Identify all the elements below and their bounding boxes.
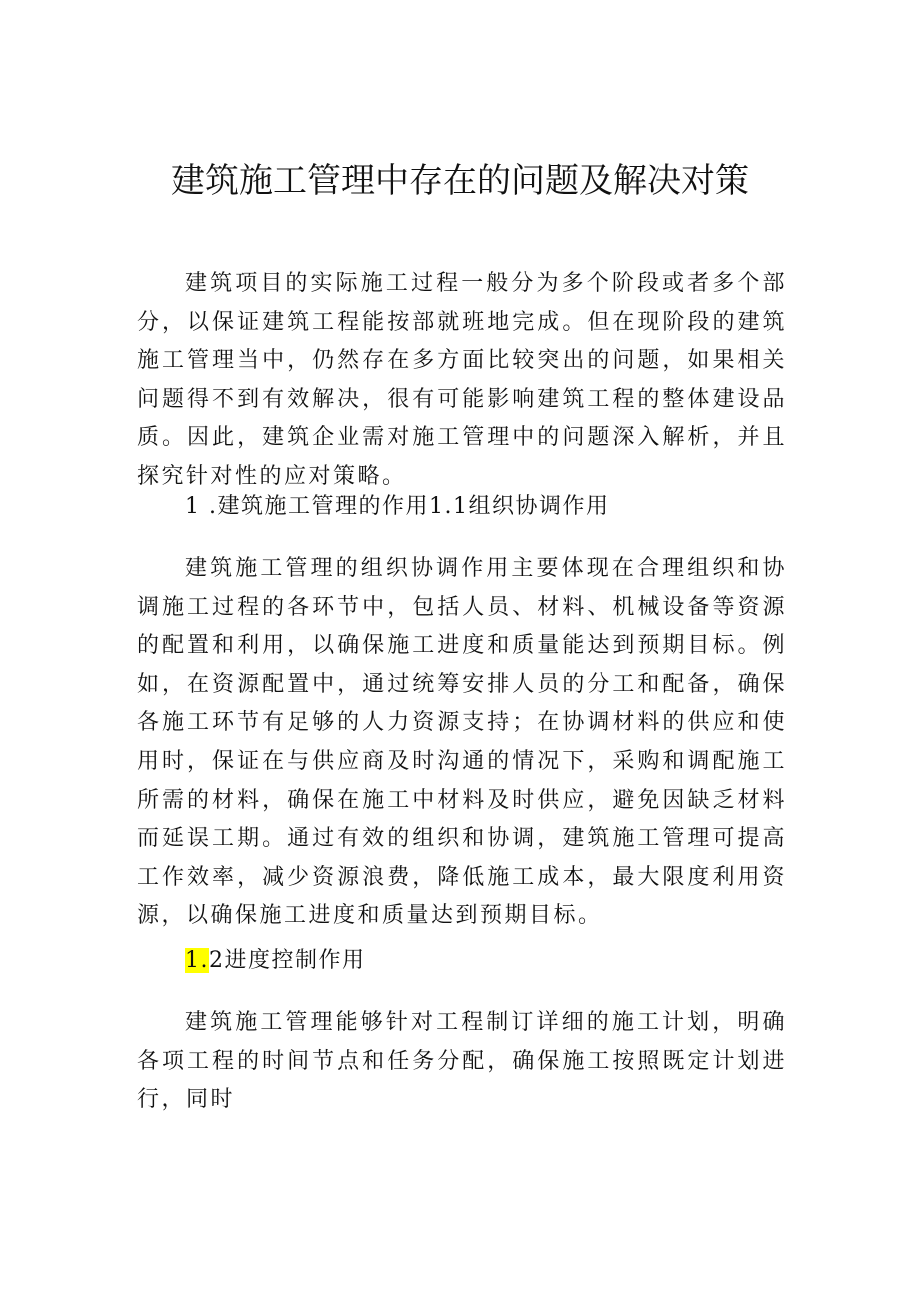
- paragraph-intro: 建筑项目的实际施工过程一般分为多个阶段或者多个部分，以保证建筑工程能按部就班地完成。但在现阶段的建筑施工管理当中，仍然存在多方面比较突出的问题，如果相关问题得不到有效解决，很有可能影响建筑工程的整体建设品质。因此，建筑企业需对施工管理中的问题深入解析，并且探究针对性的应对策略。: [137, 271, 787, 489]
- section-heading-1: 1 .建筑施工管理的作用1.1组织协调作用: [185, 494, 610, 519]
- paragraph-schedule-control: 建筑施工管理能够针对工程制订详细的施工计划，明确各项工程的时间节点和任务分配，确保施工按照既定计划进行，同时: [137, 1010, 787, 1113]
- section-heading-1-2: [185, 942, 366, 980]
- document-title: 建筑施工管理中存在的问题及解决对策: [171, 161, 749, 201]
- highlighted-text: 1.: [185, 948, 209, 973]
- paragraph-organization-coordination: 建筑施工管理的组织协调作用主要体现在合理组织和协调施工过程的各环节中，包括人员、材料、机械设备等资源的配置和利用，以确保施工进度和质量能达到预期目标。例如，在资源配置中，通过统筹安排人员的分工和配备，确保各施工环节有足够的人力资源支持；在协调材料的供应和使用时，保证在与供应商及时沟通的情况下，采购和调配施工所需的材料，确保在施工中材料及时供应，避免因缺乏材料而延误工期。通过有效的组织和协调，建筑施工管理可提高工作效率，减少资源浪费，降低施工成本，最大限度利用资源，以确保施工进度和质量达到预期目标。: [137, 556, 787, 929]
- section-heading-1-2-text: 2进度控制作用: [209, 948, 366, 973]
